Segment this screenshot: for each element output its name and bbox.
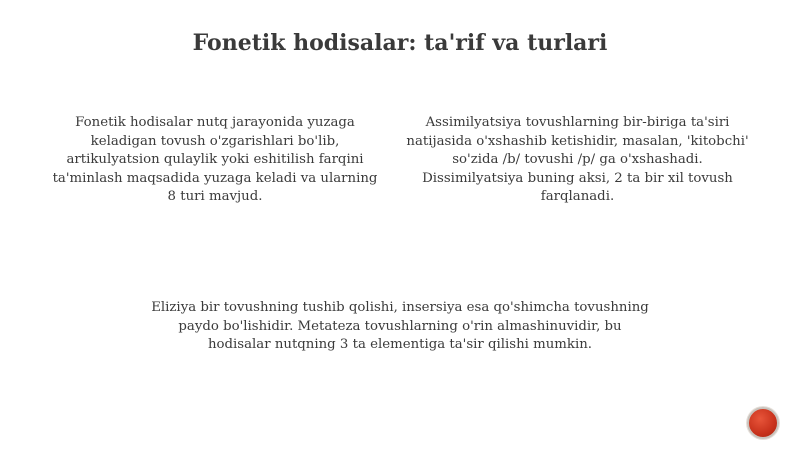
slide-title: Fonetik hodisalar: ta'rif va turlari — [192, 30, 608, 56]
text-block-left: Fonetik hodisalar nutq jarayonida yuzaga keladigan tovush o'zgarishlari bo'lib, artikulyatsion qulaylik yoki eshitilish farqini ta'minlash maqsadida yuzaga keladi va ularning 8 turi mavjud. — [52, 115, 378, 204]
next-slide-button-icon[interactable] — [747, 407, 779, 439]
text-block-bottom: Eliziya bir tovushning tushib qolishi, insersiya esa qo'shimcha tovushning paydo bo'lishidir. Metateza tovushlarning o'rin almashinuvidir, bu hodisalar nutqning 3 ta elementiga ta'sir qilishi mumkin. — [151, 300, 649, 352]
text-block-right: Assimilyatsiya tovushlarning bir-biriga ta'siri natijasida o'xshashib ketishidir, masalan, 'kitobchi' so'zida /b/ tovushi /p/ ga o'xshashadi. Dissimilyatsiya buning aksi, 2 ta bir xil tovush farqlanadi. — [406, 115, 749, 204]
